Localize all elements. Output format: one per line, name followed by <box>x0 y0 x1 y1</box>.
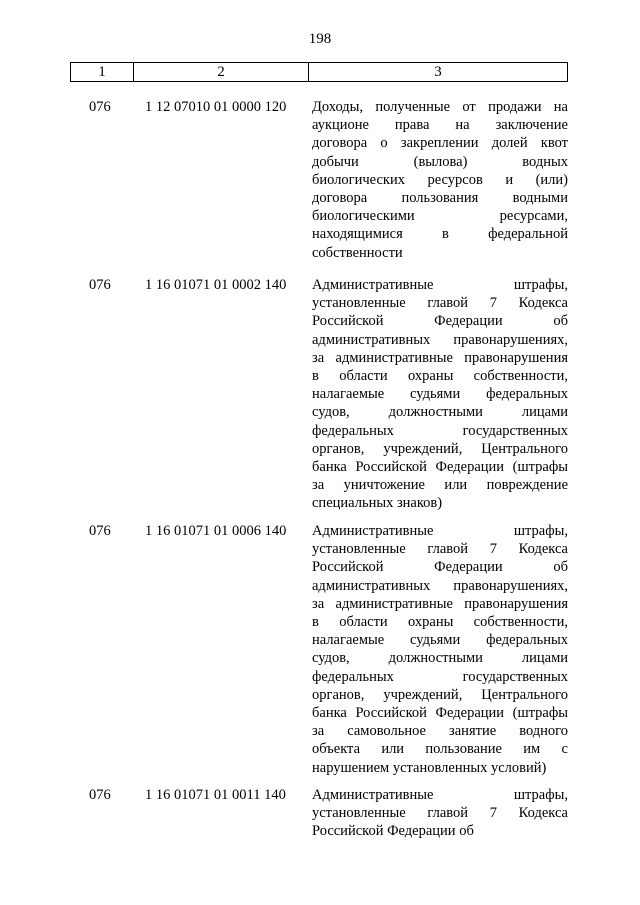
description-line: федеральных государственных <box>312 422 568 439</box>
admin-code: 076 <box>89 99 111 115</box>
description-line: добычи (вылова) водных <box>312 153 568 170</box>
description-line: биологическими ресурсами, <box>312 208 568 225</box>
column-header-3: 3 <box>308 63 567 81</box>
description-line: административных правонарушениях, <box>312 331 568 348</box>
description-line: биологических ресурсов и (или) <box>312 171 568 188</box>
description-line: налагаемые судьями федеральных <box>312 386 568 403</box>
description-line: Административные штрафы, <box>312 787 568 803</box>
table-column-header <box>70 62 568 82</box>
description-line: судов, должностными лицами <box>312 650 568 667</box>
description-line: налагаемые судьями федеральных <box>312 632 568 649</box>
description-line: собственности <box>312 244 403 261</box>
page-number: 198 <box>308 31 332 47</box>
admin-code: 076 <box>89 523 111 539</box>
description-line: находящимися в федеральной <box>312 226 568 243</box>
description-line: федеральных государственных <box>312 668 568 685</box>
description-line: Российской Федерации об <box>312 559 568 576</box>
description-line: органов, учреждений, Центрального <box>312 686 568 703</box>
budget-classification-code: 1 12 07010 01 0000 120 <box>145 99 287 115</box>
description-line: судов, должностными лицами <box>312 404 568 421</box>
description-line: Российской Федерации об <box>312 313 568 330</box>
revenue-description <box>312 522 568 777</box>
description-line: аукционе права на заключение <box>312 117 568 134</box>
description-line: установленные главой 7 Кодекса <box>312 295 568 312</box>
budget-classification-code: 1 16 01071 01 0011 140 <box>145 787 286 803</box>
column-header-2: 2 <box>133 63 308 81</box>
description-line: Доходы, полученные от продажи на <box>312 99 568 115</box>
description-line: объекта или пользование им с <box>312 741 568 758</box>
revenue-description <box>312 786 568 841</box>
description-line: за уничтожение или повреждение <box>312 477 568 494</box>
description-line: банка Российской Федерации (штрафы <box>312 705 568 722</box>
description-line: Административные штрафы, <box>312 277 568 293</box>
description-line: за административные правонарушения <box>312 349 568 366</box>
budget-classification-code: 1 16 01071 01 0006 140 <box>145 523 287 539</box>
revenue-description <box>312 98 568 262</box>
revenue-description <box>312 276 568 513</box>
description-line: за самовольное занятие водного <box>312 723 568 740</box>
description-line: установленные главой 7 Кодекса <box>312 541 568 558</box>
description-line: Административные штрафы, <box>312 523 568 539</box>
description-line: банка Российской Федерации (штрафы <box>312 459 568 476</box>
description-line: в области охраны собственности, <box>312 614 568 631</box>
description-line: Российской Федерации об <box>312 823 474 840</box>
admin-code: 076 <box>89 787 111 803</box>
description-line: органов, учреждений, Центрального <box>312 440 568 457</box>
description-line: административных правонарушениях, <box>312 577 568 594</box>
budget-classification-code: 1 16 01071 01 0002 140 <box>145 277 287 293</box>
description-line: договора о закреплении долей квот <box>312 135 568 152</box>
description-line: нарушением установленных условий) <box>312 759 547 776</box>
description-line: в области охраны собственности, <box>312 368 568 385</box>
column-header-1: 1 <box>98 64 106 80</box>
description-line: установленные главой 7 Кодекса <box>312 805 568 822</box>
admin-code: 076 <box>89 277 111 293</box>
description-line: договора пользования водными <box>312 190 568 207</box>
description-line: специальных знаков) <box>312 495 443 512</box>
description-line: за административные правонарушения <box>312 595 568 612</box>
